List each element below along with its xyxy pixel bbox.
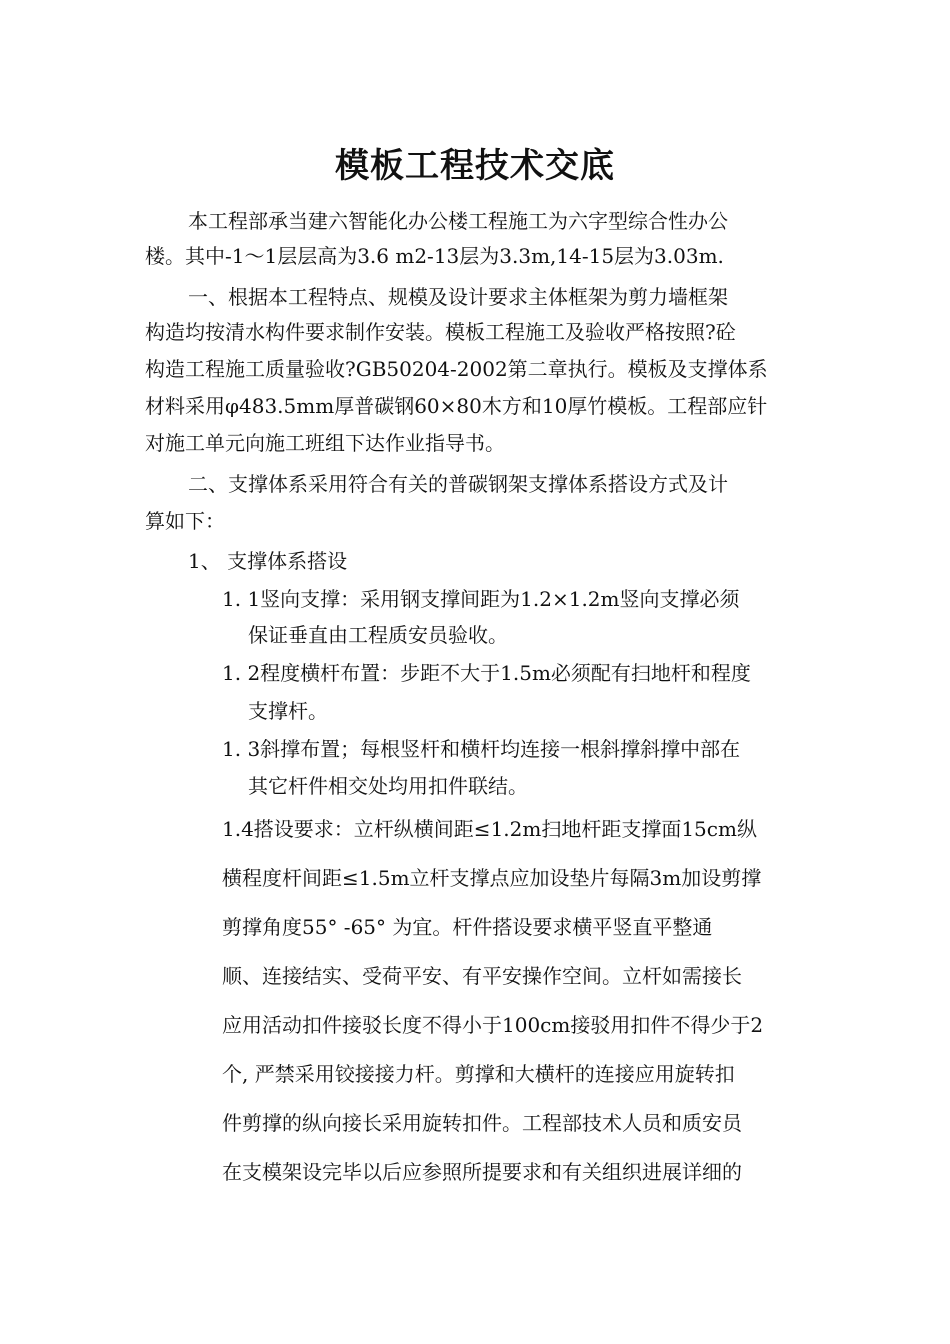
paragraph-line: 二、支撑体系采用符合有关的普碳钢架支撑体系搭设方式及计 — [188, 472, 728, 496]
paragraph-line: 一、根据本工程特点、规模及设计要求主体框架为剪力墙框架 — [188, 285, 728, 309]
paragraph-line: 楼。其中-1～1层层高为3.6 m2-13层为3.3m,14-15层为3.03m. — [145, 244, 724, 268]
paragraph-line: 算如下： — [145, 509, 225, 533]
paragraph-line: 对施工单元向施工班组下达作业指导书。 — [145, 431, 505, 455]
paragraph-line: 本工程部承当建六智能化办公楼工程施工为六字型综合性办公 — [188, 209, 728, 233]
list-item-line: 1.4搭设要求：立杆纵横间距≤1.2m扫地杆距支撑面15cm纵 — [222, 817, 757, 841]
list-item-line: 1. 3斜撑布置；每根竖杆和横杆均连接一根斜撑斜撑中部在 — [222, 737, 741, 761]
list-item-line: 应用活动扣件接驳长度不得小于100cm接驳用扣件不得少于2 — [222, 1013, 764, 1037]
list-item-line: 横程度杆间距≤1.5m立杆支撑点应加设垫片每隔3m加设剪撑 — [222, 866, 762, 890]
list-item-line: 在支模架设完毕以后应参照所提要求和有关组织进展详细的 — [222, 1160, 742, 1184]
list-item-line: 其它杆件相交处均用扣件联结。 — [248, 774, 528, 798]
paragraph-line: 构造工程施工质量验收?GB50204-2002第二章执行。模板及支撑体系 — [145, 357, 768, 381]
section-heading: 1、 支撑体系搭设 — [188, 549, 348, 573]
list-item-line: 保证垂直由工程质安员验收。 — [248, 623, 508, 647]
paragraph-line: 构造均按清水构件要求制作安装。模板工程施工及验收严格按照?砼 — [145, 320, 736, 344]
list-item-line: 1. 1竖向支撑：采用钢支撑间距为1.2×1.2m竖向支撑必须 — [222, 587, 740, 611]
list-item-line: 顺、连接结实、受荷平安、有平安操作空间。立杆如需接长 — [222, 964, 742, 988]
list-item-line: 剪撑角度55° -65° 为宜。杆件搭设要求横平竖直平整通 — [222, 915, 713, 939]
document-title: 模板工程技术交底 — [335, 146, 615, 186]
list-item-line: 支撑杆。 — [248, 699, 328, 723]
list-item-line: 个, 严禁采用铰接接力杆。剪撑和大横杆的连接应用旋转扣 — [222, 1062, 735, 1086]
list-item-line: 件剪撑的纵向接长采用旋转扣件。工程部技术人员和质安员 — [222, 1111, 742, 1135]
list-item-line: 1. 2程度横杆布置：步距不大于1.5m必须配有扫地杆和程度 — [222, 661, 751, 685]
paragraph-line: 材料采用φ483.5mm厚普碳钢60×80木方和10厚竹模板。工程部应针 — [145, 394, 768, 418]
